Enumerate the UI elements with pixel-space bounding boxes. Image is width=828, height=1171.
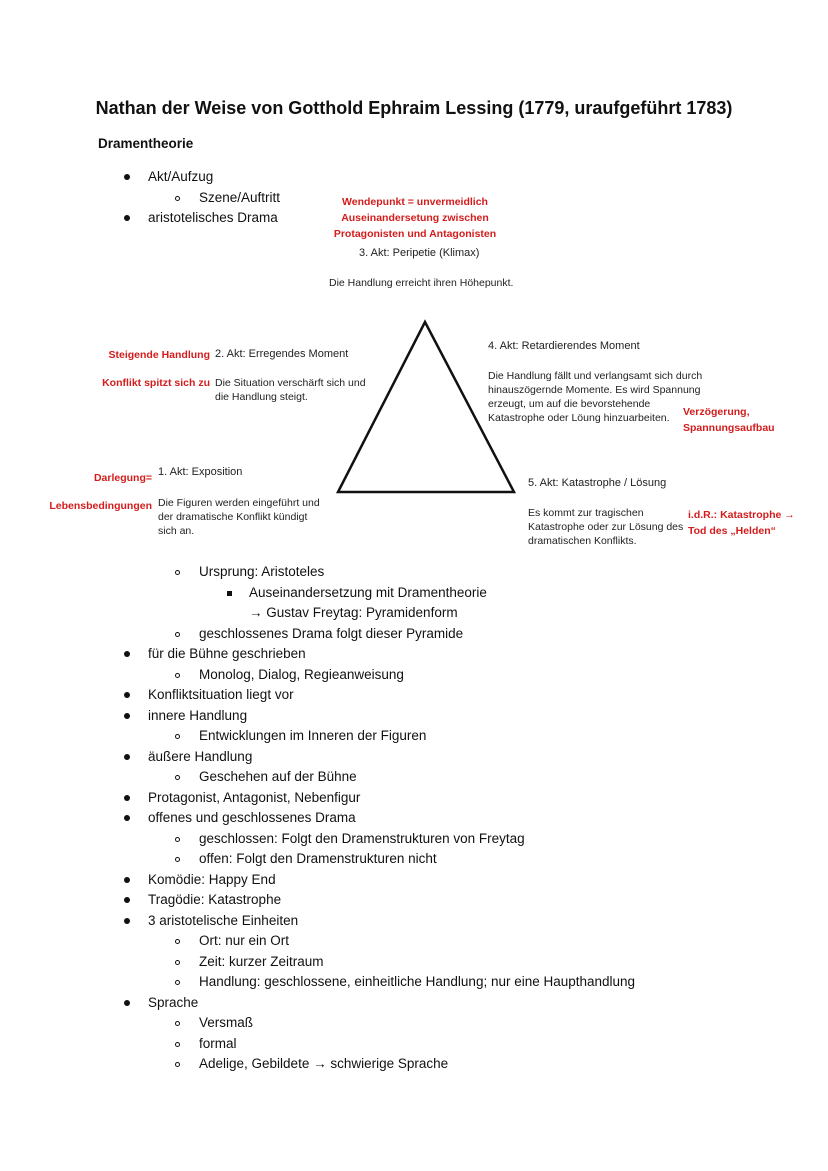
act3-desc: Die Handlung erreicht ihren Höhepunkt.	[329, 277, 514, 289]
act4-desc-line: Die Handlung fällt und verlangsamt sich durch	[488, 370, 703, 382]
bullet-dot	[124, 918, 130, 924]
bullet-circle	[175, 857, 180, 862]
bullet-circle	[175, 837, 180, 842]
bullet-dot	[124, 713, 130, 719]
act5-desc-line: Es kommt zur tragischen	[528, 507, 644, 519]
act4-desc-line: Katastrophe oder Löung hinzuarbeiten.	[488, 412, 670, 424]
list-item: aristotelisches Drama	[148, 210, 278, 225]
act2-title: 2. Akt: Erregendes Moment	[215, 348, 349, 360]
list-item: Akt/Aufzug	[148, 169, 214, 184]
act4-desc	[488, 369, 702, 425]
act1-red-1: Darlegung=	[93, 472, 152, 484]
act3-red-line: Auseinandersetung zwischen	[341, 212, 489, 224]
list-item: Tragödie: Katastrophe	[148, 892, 282, 907]
bullet-dot	[124, 215, 130, 221]
bullet-circle	[175, 1042, 180, 1047]
bullet-circle	[175, 570, 180, 575]
bullet-dot	[124, 174, 130, 180]
bullet-circle	[175, 196, 180, 201]
list-item: Adelige, Gebildete → schwierige Sprache	[199, 1056, 449, 1071]
list-item: offenes und geschlossenes Drama	[148, 810, 356, 825]
act4-desc-line: hinauszögernde Momente. Es wird Spannung	[488, 384, 701, 396]
bullet-dot	[124, 692, 130, 698]
act5-red-line: Tod des „Helden“	[688, 525, 776, 537]
list-item: Konfliktsituation liegt vor	[148, 687, 294, 702]
act5-desc	[528, 506, 683, 548]
act3-red-line: Wendepunkt = unvermeidlich	[342, 196, 488, 208]
bullet-circle	[175, 1021, 180, 1026]
act1-desc	[158, 496, 320, 538]
act3-red-line: Protagonisten und Antagonisten	[333, 228, 497, 240]
list-item: Versmaß	[199, 1015, 254, 1030]
act5-title: 5. Akt: Katastrophe / Lösung	[528, 477, 667, 489]
section-heading: Dramentheorie	[98, 136, 194, 151]
act5-red-note	[688, 507, 795, 539]
act2-red-1: Steigende Handlung	[108, 349, 210, 361]
act3-red-note	[330, 194, 500, 242]
bullet-dot	[124, 651, 130, 657]
list-item: für die Bühne geschrieben	[148, 646, 306, 661]
bullet-circle	[175, 960, 180, 965]
act1-desc-line: Die Figuren werden eingeführt und	[158, 497, 320, 509]
act2-desc-line: Die Situation verschärft sich und	[215, 377, 366, 389]
list-item: offen: Folgt den Dramenstrukturen nicht	[199, 851, 437, 866]
list-item: Sprache	[148, 994, 199, 1010]
list-item: Auseinandersetzung mit Dramentheorie	[249, 584, 487, 600]
list-item: formal	[199, 1035, 237, 1051]
list-item: Entwicklungen im Inneren der Figuren	[199, 728, 427, 743]
bullet-dot	[124, 815, 130, 821]
bullet-dot	[124, 1000, 130, 1006]
act5-red-line: i.d.R.: Katastrophe →	[688, 509, 795, 521]
list-item: Komödie: Happy End	[148, 871, 276, 887]
act4-desc-line: erzeugt, um auf die bevorstehende	[488, 398, 651, 410]
bullet-circle	[175, 632, 180, 637]
act2-desc-line: die Handlung steigt.	[215, 391, 308, 403]
bullet-circle	[175, 673, 180, 678]
list-item: 3 aristotelische Einheiten	[148, 912, 299, 928]
list-item: Zeit: kurzer Zeitraum	[199, 953, 324, 969]
bullet-square	[227, 591, 232, 596]
act4-red-line: Verzögerung,	[683, 406, 750, 418]
list-item: Geschehen auf der Bühne	[199, 769, 357, 784]
bullet-dot	[124, 877, 130, 883]
list-item: Handlung: geschlossene, einheitliche Handlung; nur eine Haupthandlung	[199, 974, 636, 989]
bullet-circle	[175, 980, 180, 985]
list-item: Ursprung: Aristoteles	[199, 564, 325, 579]
bullet-circle	[175, 775, 180, 780]
list-item: innere Handlung	[148, 707, 248, 723]
list-item: geschlossenes Drama folgt dieser Pyramide	[199, 625, 464, 641]
act1-desc-line: der dramatische Konflikt kündigt	[158, 511, 308, 523]
list-item: Monolog, Dialog, Regieanweisung	[199, 666, 404, 682]
act2-red-2: Konflikt spitzt sich zu	[102, 377, 210, 389]
page-title: Nathan der Weise von Gotthold Ephraim Lessing (1779, uraufgeführt 1783)	[95, 98, 733, 118]
bullet-dot	[124, 754, 130, 760]
act4-red-note	[683, 404, 775, 436]
list-item: Szene/Auftritt	[199, 189, 281, 205]
bullet-circle	[175, 1062, 180, 1067]
list-item: äußere Handlung	[148, 748, 253, 764]
bullet-dot	[124, 897, 130, 903]
act1-title: 1. Akt: Exposition	[158, 466, 243, 478]
act5-desc-line: dramatischen Konflikts.	[528, 535, 637, 547]
list-item: Ort: nur ein Ort	[199, 933, 290, 948]
list-item: → Gustav Freytag: Pyramidenform	[249, 605, 458, 620]
act3-title: 3. Akt: Peripetie (Klimax)	[359, 247, 480, 259]
act1-red-2: Lebensbedingungen	[49, 500, 152, 512]
bullet-dot	[124, 795, 130, 801]
list-item: geschlossen: Folgt den Dramenstrukturen von Freytag	[199, 830, 525, 846]
bullet-circle	[175, 734, 180, 739]
act1-desc-line: sich an.	[158, 525, 195, 537]
list-item: Protagonist, Antagonist, Nebenfigur	[148, 789, 361, 805]
bullet-circle	[175, 939, 180, 944]
act2-desc	[215, 376, 366, 404]
act4-red-line: Spannungsaufbau	[683, 422, 775, 434]
act4-title: 4. Akt: Retardierendes Moment	[488, 340, 640, 352]
act5-desc-line: Katastrophe oder zur Lösung des	[528, 521, 684, 533]
